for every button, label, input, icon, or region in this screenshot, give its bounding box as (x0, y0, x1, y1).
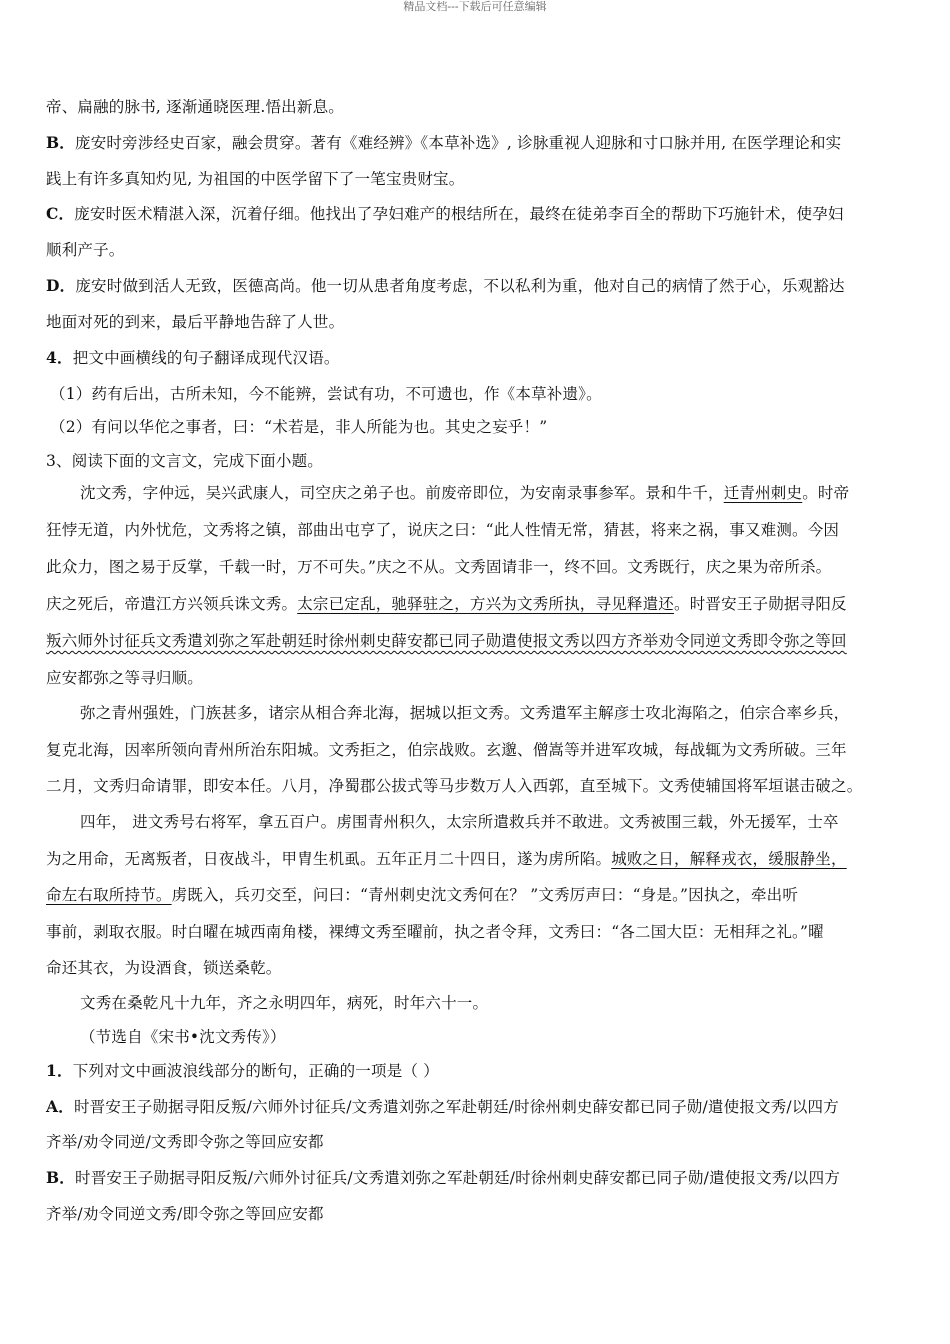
text-line: 齐举/劝令同逆文秀/即令弥之等回应安都 (46, 1205, 324, 1223)
option-letter: B． (46, 133, 76, 152)
passage-line (46, 884, 798, 906)
underlined-sentence: 城败之日，解释戎衣，缓服静坐， (611, 850, 847, 868)
passage-text: 。时帝 (802, 484, 850, 502)
option-letter: B． (46, 1168, 76, 1187)
option-b (46, 132, 841, 154)
option-c (46, 203, 844, 225)
underlined-sentence: 命左右取所持节。 (46, 886, 172, 904)
text-line: 齐举/劝令同逆/文秀即令弥之等回应安都 (46, 1133, 324, 1151)
passage-line (46, 593, 847, 615)
text-line: 地面对死的到来，最后平静地告辞了人世。 (46, 313, 345, 331)
passage-line: 复克北海，因率所领向青州所治东阳城。文秀拒之，伯宗战败。玄邈、僧嵩等并进军攻城，每战辄为文秀所破。三年 (46, 741, 847, 759)
option-text: 庞安时医术精湛入深，沉着仔细。他找出了孕妇难产的根结所在，最终在徒弟李百全的帮助下巧施针术，使孕妇 (74, 205, 844, 223)
underlined-sentence: 太宗已定乱，驰驿驻之，方兴为文秀所执，寻见释遣还 (297, 595, 675, 613)
question-1 (46, 1060, 439, 1082)
passage-text: 为之用命，无离叛者，日夜战斗，甲胄生机虱。五年正月二十四日，遂为虏所陷。 (46, 850, 612, 868)
underlined-text: 迁青州刺史 (723, 484, 803, 502)
passage-line: 狂悖无道，内外忧危，文秀将之镇，部曲出屯亨了，说庆之曰：“此人性情无常，猜甚，将来之祸，事又难测。今因 (46, 521, 840, 539)
option-letter: A． (46, 1097, 74, 1116)
option-letter: C． (46, 204, 75, 223)
option-text: 时晋安王子勋据寻阳反叛/六师外讨征兵/文秀遣刘弥之军赴朝廷/时徐州刺史薛安都已同子勋/遣使报文秀/以四方 (73, 1098, 839, 1116)
sub-question-2: （2）有问以华佗之事者，曰：“术若是，非人所能为也。其史之妄乎！” (50, 418, 548, 436)
passage-text: 沈文秀，字仲远，吴兴武康人，司空庆之弟子也。前废帝即位，为安南录事参军。景和牛千， (80, 484, 724, 502)
passage-line (80, 482, 849, 504)
passage-text: 庆之死后，帝遣江方兴领兵诛文秀。 (46, 595, 298, 613)
passage-line: 此众力，图之易于反掌，千载一时，万不可失。”庆之不从。文秀固请非一，终不回。文秀既行，庆之果为帝所杀。 (46, 558, 832, 576)
text-line: 顺利产子。 (46, 241, 125, 259)
passage-line: 应安都弥之等寻归顺。 (46, 669, 204, 687)
passage-line: 弥之青州强姓，门族甚多，诸宗从相合奔北海，据城以拒文秀。文秀遣军主解彦士攻北海陷之，伯宗合率乡兵， (80, 704, 850, 722)
option-a (46, 1096, 839, 1118)
option-text: 时晋安王子勋据寻阳反叛/六师外讨征兵/文秀遣刘弥之军赴朝廷/时徐州刺史薛安都已同子勋/遣使报文秀/以四方 (75, 1169, 841, 1187)
passage-line: 四年， 进文秀号右将军，拿五百户。虏围青州积久，太宗所遣救兵并不敢进。文秀被围三载，外无援军，士卒 (80, 813, 839, 831)
question-text: 把文中画横线的句子翻译成现代汉语。 (72, 349, 340, 367)
sub-question-1: （1）药有后出，古所未知，今不能辨，尝试有功，不可遗也，作《本草补遗》。 (50, 385, 602, 403)
passage-text: 虏既入，兵刃交至，问曰：“青州刺史沈文秀何在？ ”文秀厉声曰：“身是。”因执之，牵出听 (171, 886, 799, 904)
passage-line: 文秀在桑乾凡十九年，齐之永明四年，病死，时年六十一。 (80, 994, 489, 1012)
passage-text: 。时晋安王子勋据寻阳反 (674, 595, 847, 613)
option-letter: D． (46, 276, 76, 295)
question-number: 1． (46, 1061, 73, 1080)
question-4 (46, 347, 340, 369)
option-text: 庞安时旁涉经史百家，融会贯穿。著有《难经辨》《本草补选》, 诊脉重视人迎脉和寸口脉并用, 在医学理论和实 (75, 134, 842, 152)
source-citation: （节选自《宋书•沈文秀传》） (80, 1028, 286, 1046)
option-text: 庞安时做到活人无致，医德高尚。他一切从患者角度考虑，不以私利为重，他对自己的病情了然于心，乐观豁达 (75, 277, 845, 295)
option-b (46, 1167, 840, 1189)
option-d (46, 275, 845, 297)
text-line: 帝、扁融的脉书, 逐渐通晓医理.悟出新息。 (46, 98, 344, 116)
wavy-underlined-line: 叛六师外讨征兵文秀遣刘弥之军赴朝廷时徐州刺史薛安都已同子勋遣使报文秀以四方齐举劝令同逆文秀即令弥之等回 (46, 632, 847, 650)
question-number: 4． (46, 348, 73, 367)
passage-line: 二月，文秀归命请罪，即安本任。八月，净蜀郡公拔式等马步数万人入西郭，直至城下。文秀使辅国将军垣谌击破之。 (46, 777, 863, 795)
section-heading: 3、阅读下面的文言文，完成下面小题。 (46, 452, 323, 470)
text-line: 践上有许多真知灼见, 为祖国的中医学留下了一笔宝贵财宝。 (46, 170, 465, 188)
question-text: 下列对文中画波浪线部分的断句，正确的一项是（ ） (72, 1062, 439, 1080)
page-header: 精品文档---下载后可任意编辑 (403, 0, 547, 13)
passage-line: 命还其衣，为设酒食，锁送桑乾。 (46, 959, 282, 977)
passage-line (46, 848, 847, 870)
passage-line: 事前，剥取衣服。时白曜在城西南角楼，裸缚文秀至曜前，执之者令拜，文秀曰：“各二国大臣：无相拜之礼。”曜 (46, 923, 824, 941)
